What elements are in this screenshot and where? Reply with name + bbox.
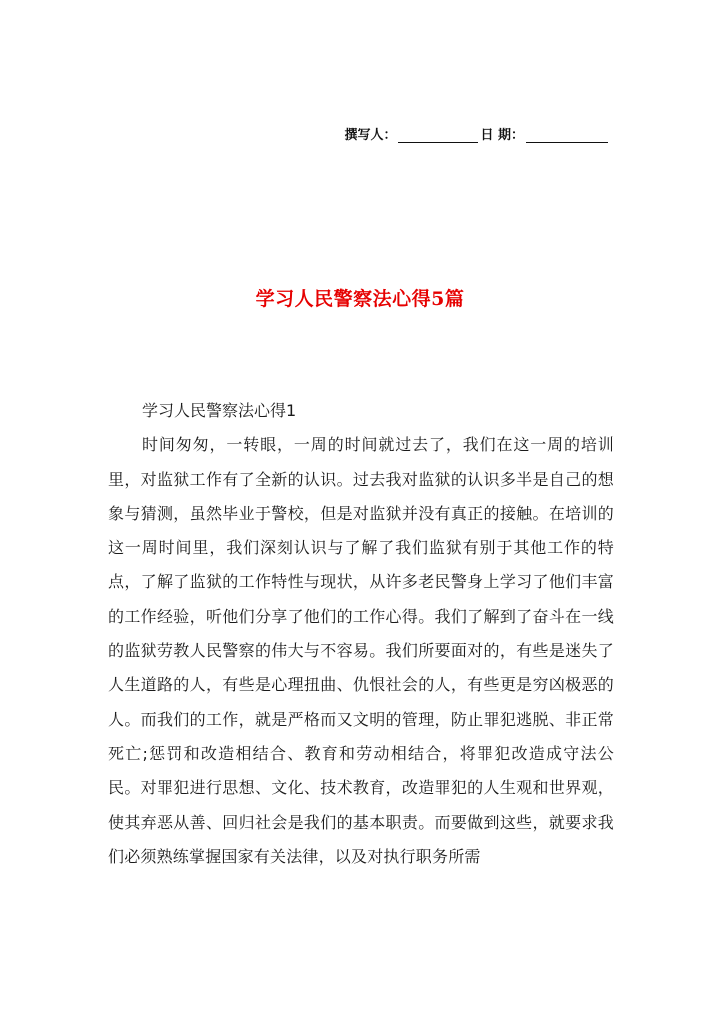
author-date-header	[344, 124, 610, 143]
document-body	[108, 394, 614, 874]
date-blank-line	[526, 128, 608, 143]
document-title: 学习人民警察法心得5篇	[255, 288, 465, 310]
date-label: 日 期：	[480, 128, 524, 143]
body-paragraph: 时间匆匆，一转眼，一周的时间就过去了，我们在这一周的培训里，对监狱工作有了全新的认识。过去我对监狱的认识多半是自己的想象与猜测，虽然毕业于警校，但是对监狱并没有真正的接触。在培训的这一周时间里，我们深刻认识与了解了我们监狱有别于其他工作的特点，了解了监狱的工作特性与现状，从许多老民警身上学习了他们丰富的工作经验，听他们分享了他们的工作心得。我们了解到了奋斗在一线的监狱劳教人民警察的伟大与不容易。我们所要面对的，有些是迷失了人生道路的人，有些是心理扭曲、仇恨社会的人，有些更是穷凶极恶的人。而我们的工作，就是严格而又文明的管理，防止罪犯逃脱、非正常死亡;惩罚和改造相结合、教育和劳动相结合，将罪犯改造成守法公民。对罪犯进行思想、文化、技术教育，改造罪犯的人生观和世界观，使其弃恶从善、回归社会是我们的基本职责。而要做到这些，就要求我们必须熟练掌握国家有关法律，以及对执行职务所需	[108, 435, 614, 866]
author-blank-line	[398, 128, 478, 143]
section-heading: 学习人民警察法心得1	[142, 401, 297, 420]
author-label: 撰写人：	[344, 128, 397, 143]
